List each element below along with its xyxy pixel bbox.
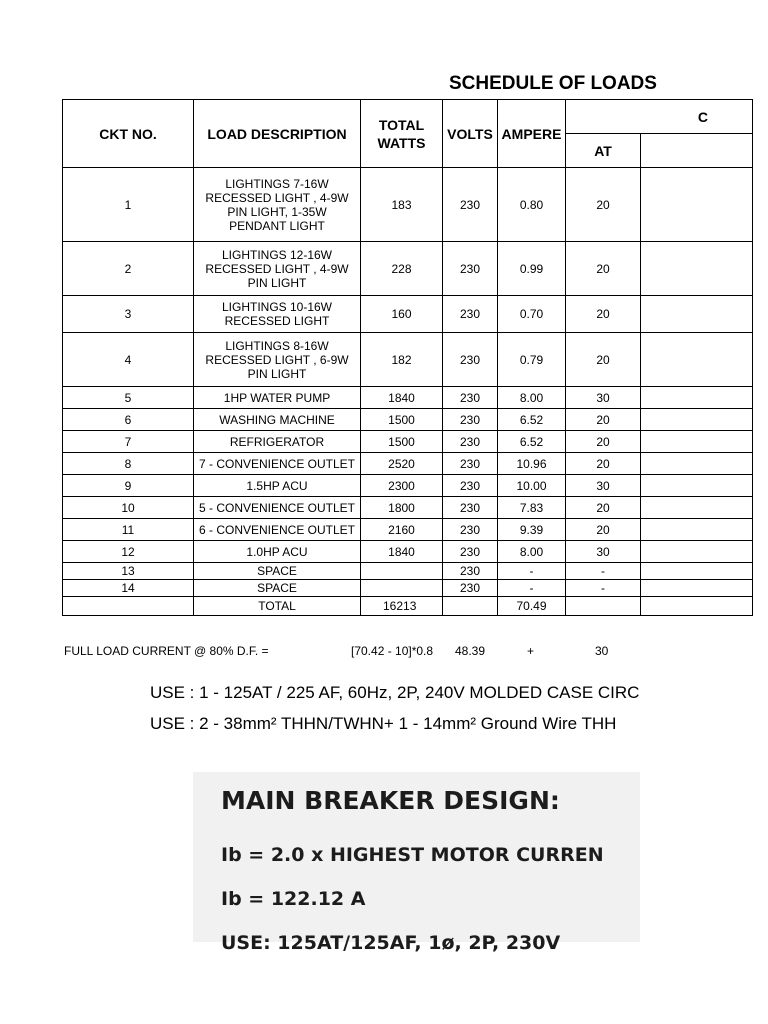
cell-volts: 230 [443, 563, 498, 580]
cell-af [641, 409, 753, 431]
table-row [63, 431, 753, 453]
main-breaker-title: MAIN BREAKER DESIGN: [221, 786, 560, 815]
cell-total-watts [361, 580, 443, 597]
cell-load-description: LIGHTINGS 8-16W RECESSED LIGHT , 6-9W PIN LIGHT [194, 333, 361, 387]
header-ckt-no: CKT NO. [63, 100, 194, 168]
cell-ckt-no: 4 [63, 333, 194, 387]
cell-load-description: 1HP WATER PUMP [194, 387, 361, 409]
table-row [63, 387, 753, 409]
cell-ckt-no: 1 [63, 168, 194, 242]
use-breaker-line: USE : 1 - 125AT / 225 AF, 60Hz, 2P, 240V MOLDED CASE CIRC [150, 683, 640, 702]
cell-volts: 230 [443, 387, 498, 409]
cell-volts: 230 [443, 475, 498, 497]
table-row [63, 296, 753, 333]
cell-volts: 230 [443, 519, 498, 541]
cell-ampere: 6.52 [498, 431, 566, 453]
use-wire-line: USE : 2 - 38mm² THHN/TWHN+ 1 - 14mm² Ground Wire THH [150, 714, 617, 733]
cell-ampere: 7.83 [498, 497, 566, 519]
cell-at: 20 [566, 168, 641, 242]
cell-total-label: TOTAL [194, 597, 361, 616]
cell-volts: 230 [443, 453, 498, 475]
cell-blank [443, 597, 498, 616]
cell-total-watts: 1800 [361, 497, 443, 519]
cell-ampere: - [498, 580, 566, 597]
header-at: AT [566, 134, 641, 168]
cell-ampere: 8.00 [498, 387, 566, 409]
cell-total-watts: 2300 [361, 475, 443, 497]
cell-volts: 230 [443, 541, 498, 563]
table-row [63, 453, 753, 475]
cell-blank [63, 597, 194, 616]
cell-af [641, 431, 753, 453]
table-row [63, 541, 753, 563]
cell-ckt-no: 13 [63, 563, 194, 580]
cell-at: 20 [566, 333, 641, 387]
main-breaker-value: Ib = 122.12 A [221, 888, 366, 910]
cell-total-watts: 2520 [361, 453, 443, 475]
schedule-table-container [62, 99, 708, 626]
cell-ampere: 6.52 [498, 409, 566, 431]
cell-af [641, 333, 753, 387]
cell-ckt-no: 14 [63, 580, 194, 597]
cell-af [641, 497, 753, 519]
cell-load-description: WASHING MACHINE [194, 409, 361, 431]
header-breaker-group: C [566, 100, 753, 134]
cell-ckt-no: 9 [63, 475, 194, 497]
cell-load-description: LIGHTINGS 7-16W RECESSED LIGHT , 4-9W PIN LIGHT, 1-35W PENDANT LIGHT [194, 168, 361, 242]
cell-ampere: 0.99 [498, 242, 566, 296]
cell-volts: 230 [443, 296, 498, 333]
cell-total-watts [361, 563, 443, 580]
cell-load-description: LIGHTINGS 10-16W RECESSED LIGHT [194, 296, 361, 333]
table-row [63, 497, 753, 519]
cell-at: 20 [566, 453, 641, 475]
cell-load-description: 1.5HP ACU [194, 475, 361, 497]
cell-ckt-no: 6 [63, 409, 194, 431]
cell-ckt-no: 11 [63, 519, 194, 541]
cell-ckt-no: 5 [63, 387, 194, 409]
full-load-label: FULL LOAD CURRENT @ 80% D.F. = [64, 644, 269, 658]
header-load-description: LOAD DESCRIPTION [194, 100, 361, 168]
cell-total-watts: 2160 [361, 519, 443, 541]
cell-at: 20 [566, 242, 641, 296]
cell-total-watts: 1500 [361, 409, 443, 431]
cell-at: 30 [566, 475, 641, 497]
full-load-plus: + [527, 644, 535, 658]
table-row [63, 563, 753, 580]
cell-at: 20 [566, 431, 641, 453]
main-breaker-use: USE: 125AT/125AF, 1ø, 2P, 230V [221, 932, 561, 954]
cell-ampere: - [498, 563, 566, 580]
total-row [63, 597, 753, 616]
schedule-of-loads-table [62, 99, 753, 616]
cell-total-watts: 1500 [361, 431, 443, 453]
table-row [63, 168, 753, 242]
cell-volts: 230 [443, 242, 498, 296]
cell-total-watts: 1840 [361, 541, 443, 563]
table-row [63, 242, 753, 296]
cell-total-watts: 1840 [361, 387, 443, 409]
cell-ampere: 0.80 [498, 168, 566, 242]
cell-load-description: SPACE [194, 563, 361, 580]
table-row [63, 580, 753, 597]
full-load-value: 30 [595, 644, 609, 658]
cell-af [641, 541, 753, 563]
header-volts: VOLTS [443, 100, 498, 168]
cell-ampere: 9.39 [498, 519, 566, 541]
cell-load-description: SPACE [194, 580, 361, 597]
cell-at: 20 [566, 497, 641, 519]
cell-ckt-no: 12 [63, 541, 194, 563]
cell-af [641, 242, 753, 296]
cell-volts: 230 [443, 497, 498, 519]
table-row [63, 409, 753, 431]
cell-at: 30 [566, 541, 641, 563]
cell-blank [566, 597, 641, 616]
cell-af [641, 387, 753, 409]
cell-total-watts: 183 [361, 168, 443, 242]
table-row [63, 519, 753, 541]
table-body [63, 168, 753, 616]
cell-ampere: 0.79 [498, 333, 566, 387]
header-total-watts: TOTAL WATTS [361, 100, 443, 168]
cell-blank [641, 597, 753, 616]
cell-at: - [566, 563, 641, 580]
cell-at: 20 [566, 409, 641, 431]
cell-af [641, 296, 753, 333]
cell-ckt-no: 7 [63, 431, 194, 453]
full-load-formula: [70.42 - 10]*0.8 [351, 644, 434, 658]
main-breaker-formula: Ib = 2.0 x HIGHEST MOTOR CURREN [221, 844, 604, 866]
cell-ampere: 10.00 [498, 475, 566, 497]
cell-load-description: 5 - CONVENIENCE OUTLET [194, 497, 361, 519]
main-breaker-design-image [193, 772, 640, 954]
cell-at: 30 [566, 387, 641, 409]
cell-volts: 230 [443, 333, 498, 387]
cell-load-description: REFRIGERATOR [194, 431, 361, 453]
cell-load-description: 1.0HP ACU [194, 541, 361, 563]
cell-at: 20 [566, 296, 641, 333]
cell-load-description: 6 - CONVENIENCE OUTLET [194, 519, 361, 541]
cell-total-watts: 160 [361, 296, 443, 333]
page-title: SCHEDULE OF LOADS [449, 73, 657, 94]
cell-ckt-no: 10 [63, 497, 194, 519]
cell-ampere: 0.70 [498, 296, 566, 333]
cell-af [641, 168, 753, 242]
cell-total-watts: 16213 [361, 597, 443, 616]
cell-load-description: 7 - CONVENIENCE OUTLET [194, 453, 361, 475]
cell-total-watts: 182 [361, 333, 443, 387]
cell-ampere: 10.96 [498, 453, 566, 475]
cell-at: - [566, 580, 641, 597]
cell-af [641, 475, 753, 497]
cell-af [641, 519, 753, 541]
cell-ampere: 8.00 [498, 541, 566, 563]
table-row [63, 475, 753, 497]
cell-af [641, 453, 753, 475]
header-ampere: AMPERE [498, 100, 566, 168]
cell-af [641, 563, 753, 580]
full-load-result: 48.39 [455, 644, 486, 658]
cell-total-ampere: 70.49 [498, 597, 566, 616]
cell-volts: 230 [443, 168, 498, 242]
cell-load-description: LIGHTINGS 12-16W RECESSED LIGHT , 4-9W PIN LIGHT [194, 242, 361, 296]
cell-ckt-no: 8 [63, 453, 194, 475]
cell-af [641, 580, 753, 597]
cell-volts: 230 [443, 431, 498, 453]
cell-ckt-no: 3 [63, 296, 194, 333]
cell-at: 20 [566, 519, 641, 541]
cell-ckt-no: 2 [63, 242, 194, 296]
header-af [641, 134, 753, 168]
cell-volts: 230 [443, 580, 498, 597]
table-row [63, 333, 753, 387]
cell-volts: 230 [443, 409, 498, 431]
cell-total-watts: 228 [361, 242, 443, 296]
